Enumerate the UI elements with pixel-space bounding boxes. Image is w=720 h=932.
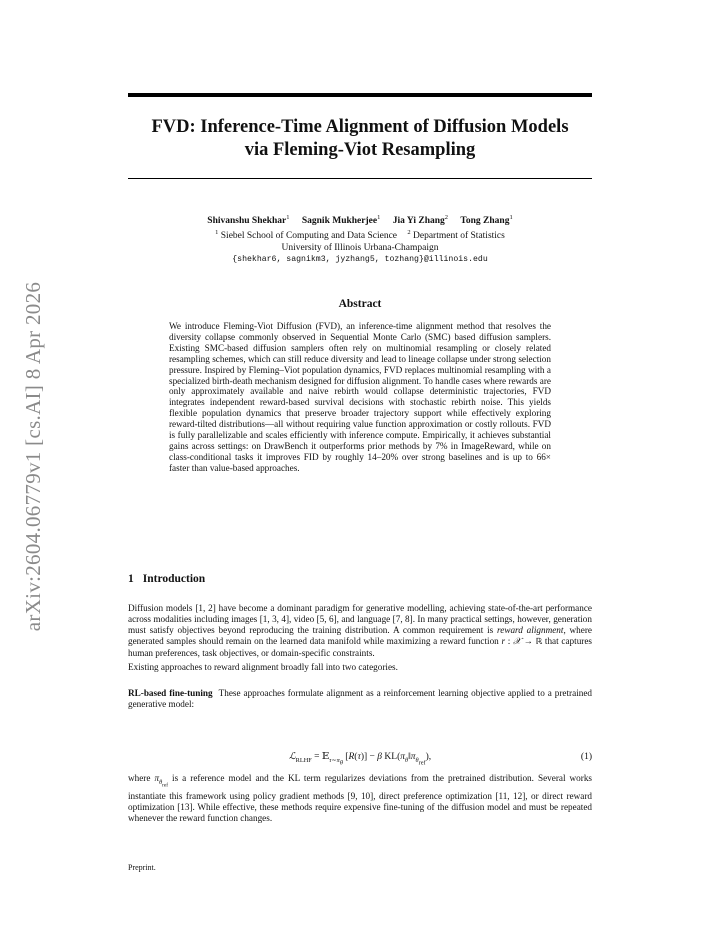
author-block: [128, 212, 592, 266]
author-emails: {shekhar6, sagnikm3, jyzhang5, tozhang}@illinois.edu: [232, 255, 488, 265]
author-4: Tong Zhang$^1$: [460, 214, 513, 227]
rlhf-objective: ℒ$_{RLHF}$ = 𝔼$_{\tau\sim\pi_\theta}$ [R(τ)] − β $KL(\pi_\theta‖\pi_{\theta_{ref}})$,: [288, 752, 432, 767]
equation-1: [128, 750, 592, 767]
rl-run-in-heading: RL-based fine-tuning: [128, 688, 213, 698]
arxiv-identifier-stamp: [4, 256, 64, 656]
title-line-1: FVD: Inference-Time Alignment of Diffusion Models: [151, 117, 569, 137]
author-1: Shivanshu Shekhar$^1$: [207, 214, 290, 227]
reward-alignment-term: reward alignment: [497, 624, 564, 635]
affiliations: [128, 227, 592, 242]
intro-paragraph-2: Existing approaches to reward alignment broadly fall into two categories.: [128, 662, 398, 672]
affiliation-1: $^1$ Siebel School of Computing and Data Science: [215, 229, 398, 242]
section-heading-introduction: [128, 573, 205, 585]
title-rule-bottom: [128, 178, 592, 179]
preprint-footer: Preprint.: [128, 863, 156, 872]
abstract-heading: Abstract: [338, 298, 382, 310]
after-equation-paragraph: where $\pi_{\theta_{ref}}$ is a reference model and the KL term regularizes deviations from the pretrained distribution. Several works instantiate this framework using policy gradient methods [9, 10], direct preference optimization [11, 12], or direct reward optimization [13]. While effective, these methods require expensive fine-tuning of the diffusion model and must be repeated whenever the reward function changes.: [128, 773, 592, 823]
equation-number: (1): [580, 752, 592, 762]
affiliation-2: $^2$ Department of Statistics: [407, 229, 505, 242]
university: University of Illinois Urbana-Champaign: [281, 243, 439, 254]
author-names: [128, 212, 592, 227]
section-number: 1: [128, 573, 134, 585]
reward-function-math: r : 𝒳 → ℝ: [501, 635, 543, 647]
intro-paragraph-1: Diffusion models [1, 2] have become a dominant paradigm for generative modelling, achieving state-of-the-art performance across modalities including images [1, 3, 4], video [5, 6], and language [7, 8]. In many practical settings, however, generation must satisfy objectives beyond reproducing the training distribution. A common requirement is reward alignment, where generated samples should remain on the learned data manifold while maximizing a reward function r : 𝒳 → ℝ that captures human preferences, task objectives, or domain-specific constraints.: [128, 603, 592, 658]
author-2: Sagnik Mukherjee$^1$: [301, 214, 381, 227]
rl-finetuning-paragraph: RL-based fine-tuning These approaches formulate alignment as a reinforcement learning objective applied to a pretrained generative model:: [128, 688, 593, 709]
arxiv-id-text: arXiv:2604.06779v1 [cs.AI] 8 Apr 2026: [21, 281, 46, 631]
title-rule-top: [128, 93, 592, 97]
section-title: Introduction: [142, 573, 206, 585]
paper-title: [128, 116, 592, 162]
author-3: Jia Yi Zhang$^2$: [392, 214, 449, 227]
abstract-text: We introduce Fleming-Viot Diffusion (FVD), an inference-time alignment method that resolves the diversity collapse commonly observed in Sequential Monte Carlo (SMC) based diffusion samplers. Existing SMC-based diffusion samplers often rely on multinomial resampling or closely related resampling schemes, which can still reduce diversity and lead to lineage collapse under strong selection pressure. Inspired by Fleming–Viot population dynamics, FVD replaces multinomial resampling with a specialized birth-death mechanism designed for diffusion alignment. To handle cases where rewards are only approximately available and naive rebirth would collapse deterministic trajectories, FVD integrates independent reward-based survival decisions with stochastic rebirth noise. This yields flexible population dynamics that preserve broader trajectory support while effectively exploring reward-tilted distributions—all without requiring value function approximation or costly rollouts. FVD is fully parallelizable and scales efficiently with inference compute. Empirically, it achieves substantial gains across settings: on DrawBench it outperforms prior methods by 7% in ImageReward, while on class-conditional tasks it improves FID by roughly 14–20% over strong baselines and is up to 66× faster than value-based approaches.: [169, 321, 551, 473]
title-line-2: via Fleming-Viot Resampling: [244, 140, 476, 160]
reference-policy-math: $\pi_{\theta_{ref}}$: [154, 773, 168, 789]
